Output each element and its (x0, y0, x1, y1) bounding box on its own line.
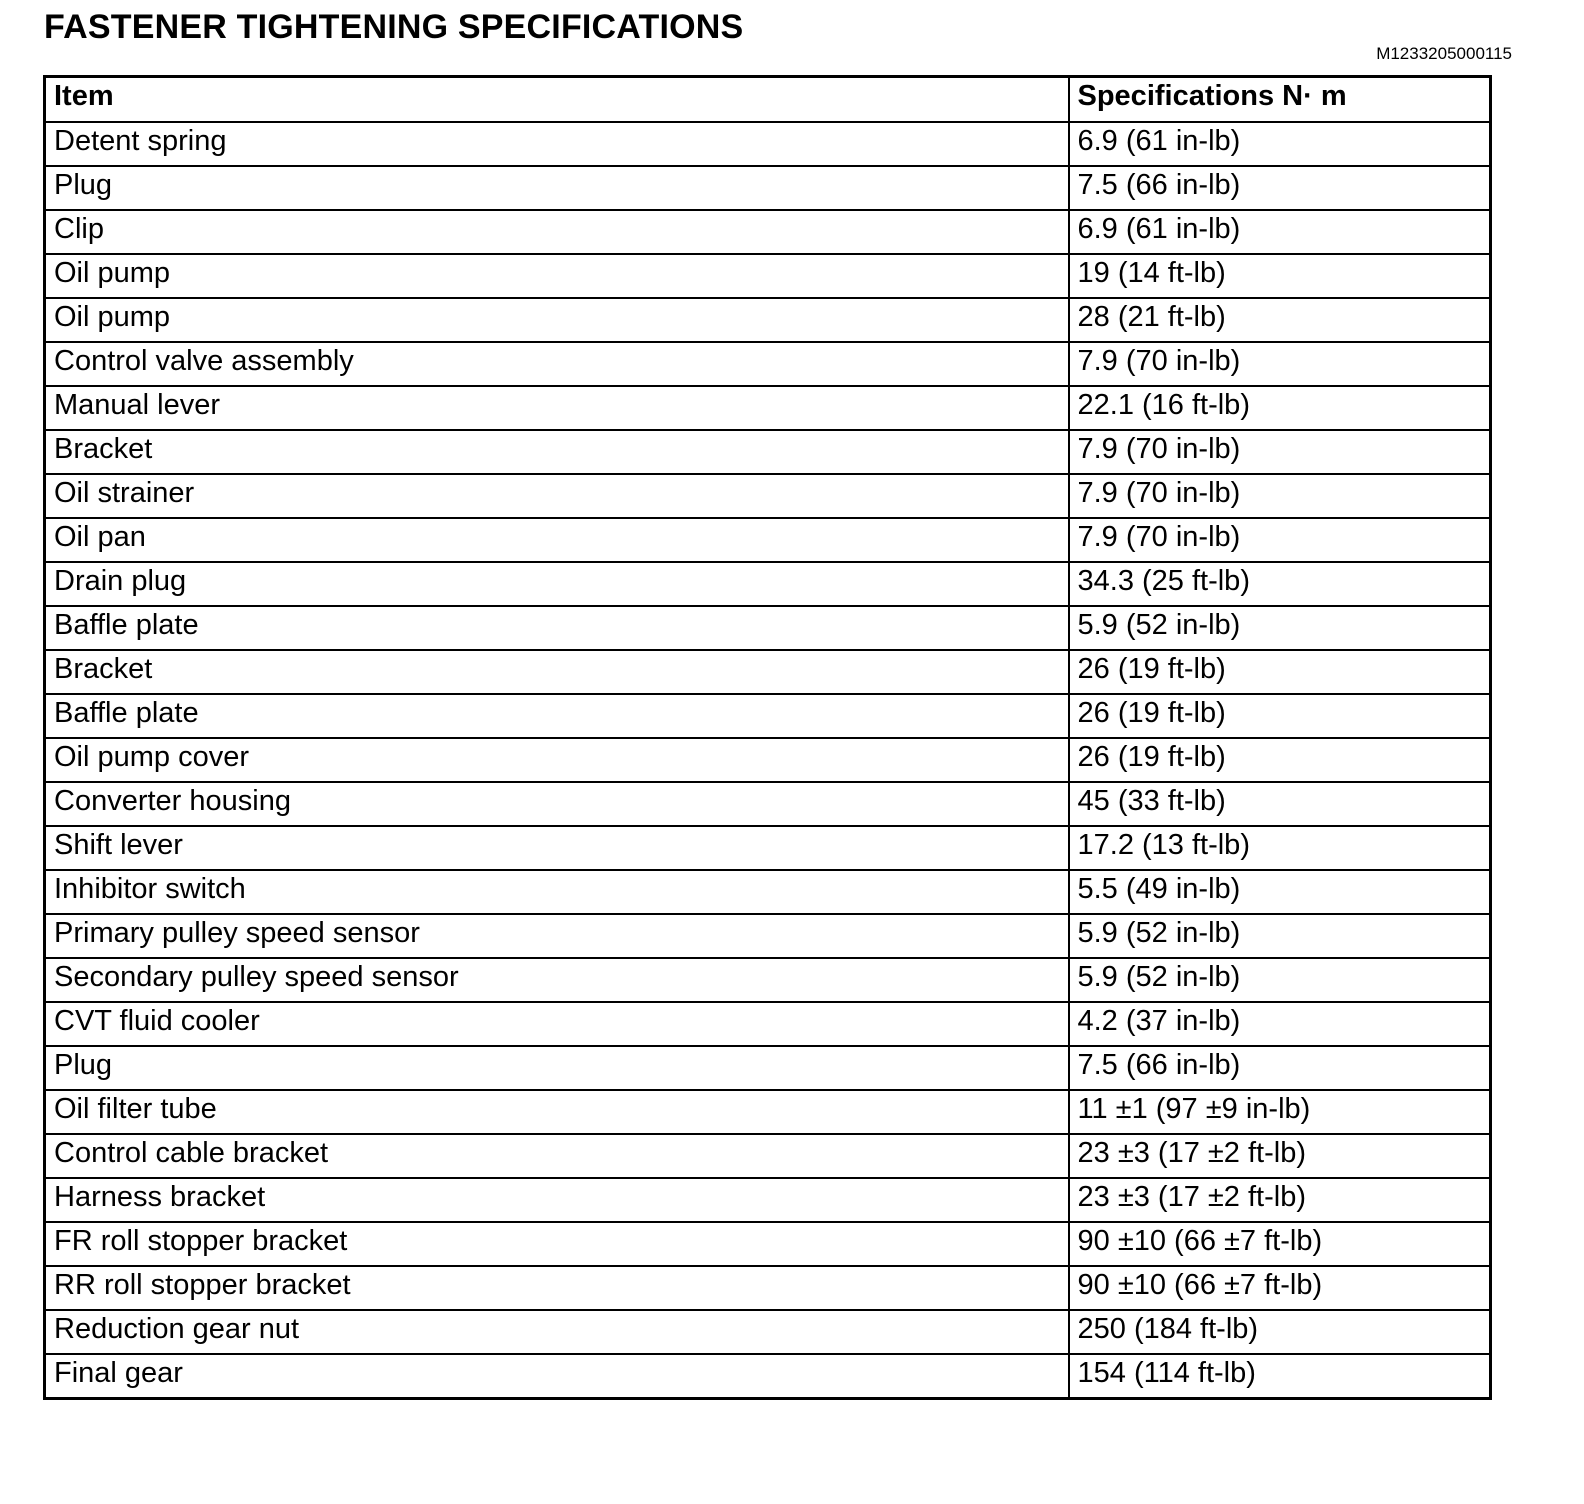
item-cell: Harness bracket (45, 1178, 1069, 1222)
spec-cell: 7.9 (70 in-lb) (1069, 342, 1491, 386)
table-row (45, 122, 1491, 166)
item-cell: Oil pump (45, 254, 1069, 298)
item-cell: FR roll stopper bracket (45, 1222, 1069, 1266)
table-row (45, 1134, 1491, 1178)
spec-cell: 7.5 (66 in-lb) (1069, 166, 1491, 210)
spec-cell: 22.1 (16 ft-lb) (1069, 386, 1491, 430)
table-header-row (45, 77, 1491, 123)
item-cell: Final gear (45, 1354, 1069, 1399)
document-code: M1233205000115 (1376, 44, 1512, 63)
column-header-item: Item (45, 77, 1069, 123)
table-row (45, 1266, 1491, 1310)
table-row (45, 386, 1491, 430)
spec-cell: 90 ±10 (66 ±7 ft-lb) (1069, 1266, 1491, 1310)
spec-cell: 26 (19 ft-lb) (1069, 694, 1491, 738)
spec-cell: 5.9 (52 in-lb) (1069, 958, 1491, 1002)
table-row (45, 254, 1491, 298)
spec-cell: 34.3 (25 ft-lb) (1069, 562, 1491, 606)
spec-cell: 45 (33 ft-lb) (1069, 782, 1491, 826)
table-row (45, 1178, 1491, 1222)
spec-cell: 11 ±1 (97 ±9 in-lb) (1069, 1090, 1491, 1134)
spec-cell: 23 ±3 (17 ±2 ft-lb) (1069, 1178, 1491, 1222)
item-cell: Converter housing (45, 782, 1069, 826)
spec-cell: 4.2 (37 in-lb) (1069, 1002, 1491, 1046)
spec-cell: 6.9 (61 in-lb) (1069, 210, 1491, 254)
item-cell: Baffle plate (45, 606, 1069, 650)
spec-cell: 90 ±10 (66 ±7 ft-lb) (1069, 1222, 1491, 1266)
spec-cell: 23 ±3 (17 ±2 ft-lb) (1069, 1134, 1491, 1178)
item-cell: Oil strainer (45, 474, 1069, 518)
item-cell: Reduction gear nut (45, 1310, 1069, 1354)
table-row (45, 430, 1491, 474)
spec-cell: 19 (14 ft-lb) (1069, 254, 1491, 298)
table-row (45, 826, 1491, 870)
item-cell: RR roll stopper bracket (45, 1266, 1069, 1310)
item-cell: Inhibitor switch (45, 870, 1069, 914)
table-row (45, 782, 1491, 826)
table-row (45, 606, 1491, 650)
item-cell: Control cable bracket (45, 1134, 1069, 1178)
item-cell: Manual lever (45, 386, 1069, 430)
table-row (45, 562, 1491, 606)
item-cell: Drain plug (45, 562, 1069, 606)
table-row (45, 1002, 1491, 1046)
item-cell: Bracket (45, 650, 1069, 694)
item-cell: Oil pump (45, 298, 1069, 342)
table-row (45, 166, 1491, 210)
spec-cell: 250 (184 ft-lb) (1069, 1310, 1491, 1354)
spec-cell: 5.9 (52 in-lb) (1069, 914, 1491, 958)
spec-cell: 7.9 (70 in-lb) (1069, 430, 1491, 474)
table-row (45, 1090, 1491, 1134)
table-row (45, 694, 1491, 738)
page-title: FASTENER TIGHTENING SPECIFICATIONS (44, 8, 744, 46)
table-row (45, 518, 1491, 562)
spec-cell: 26 (19 ft-lb) (1069, 650, 1491, 694)
table-row (45, 210, 1491, 254)
item-cell: Oil pan (45, 518, 1069, 562)
column-header-specifications: Specifications N· m (1069, 77, 1491, 123)
table-row (45, 342, 1491, 386)
spec-cell: 7.9 (70 in-lb) (1069, 474, 1491, 518)
table-row (45, 298, 1491, 342)
item-cell: Clip (45, 210, 1069, 254)
table-row (45, 1222, 1491, 1266)
item-cell: Plug (45, 1046, 1069, 1090)
item-cell: Bracket (45, 430, 1069, 474)
spec-cell: 28 (21 ft-lb) (1069, 298, 1491, 342)
table-row (45, 738, 1491, 782)
table-row (45, 1310, 1491, 1354)
item-cell: Oil filter tube (45, 1090, 1069, 1134)
table-row (45, 1046, 1491, 1090)
item-cell: Control valve assembly (45, 342, 1069, 386)
table-row (45, 650, 1491, 694)
spec-cell: 6.9 (61 in-lb) (1069, 122, 1491, 166)
table-body (45, 122, 1491, 1399)
spec-cell: 26 (19 ft-lb) (1069, 738, 1491, 782)
spec-cell: 5.5 (49 in-lb) (1069, 870, 1491, 914)
item-cell: Baffle plate (45, 694, 1069, 738)
table-row (45, 474, 1491, 518)
item-cell: Plug (45, 166, 1069, 210)
table-row (45, 914, 1491, 958)
spec-cell: 7.9 (70 in-lb) (1069, 518, 1491, 562)
table-row (45, 958, 1491, 1002)
item-cell: Oil pump cover (45, 738, 1069, 782)
spec-cell: 5.9 (52 in-lb) (1069, 606, 1491, 650)
table-row (45, 1354, 1491, 1399)
spec-cell: 7.5 (66 in-lb) (1069, 1046, 1491, 1090)
item-cell: Primary pulley speed sensor (45, 914, 1069, 958)
spec-cell: 154 (114 ft-lb) (1069, 1354, 1491, 1399)
specifications-table (43, 75, 1492, 1400)
spec-cell: 17.2 (13 ft-lb) (1069, 826, 1491, 870)
item-cell: Secondary pulley speed sensor (45, 958, 1069, 1002)
item-cell: Shift lever (45, 826, 1069, 870)
item-cell: CVT fluid cooler (45, 1002, 1069, 1046)
item-cell: Detent spring (45, 122, 1069, 166)
table-row (45, 870, 1491, 914)
